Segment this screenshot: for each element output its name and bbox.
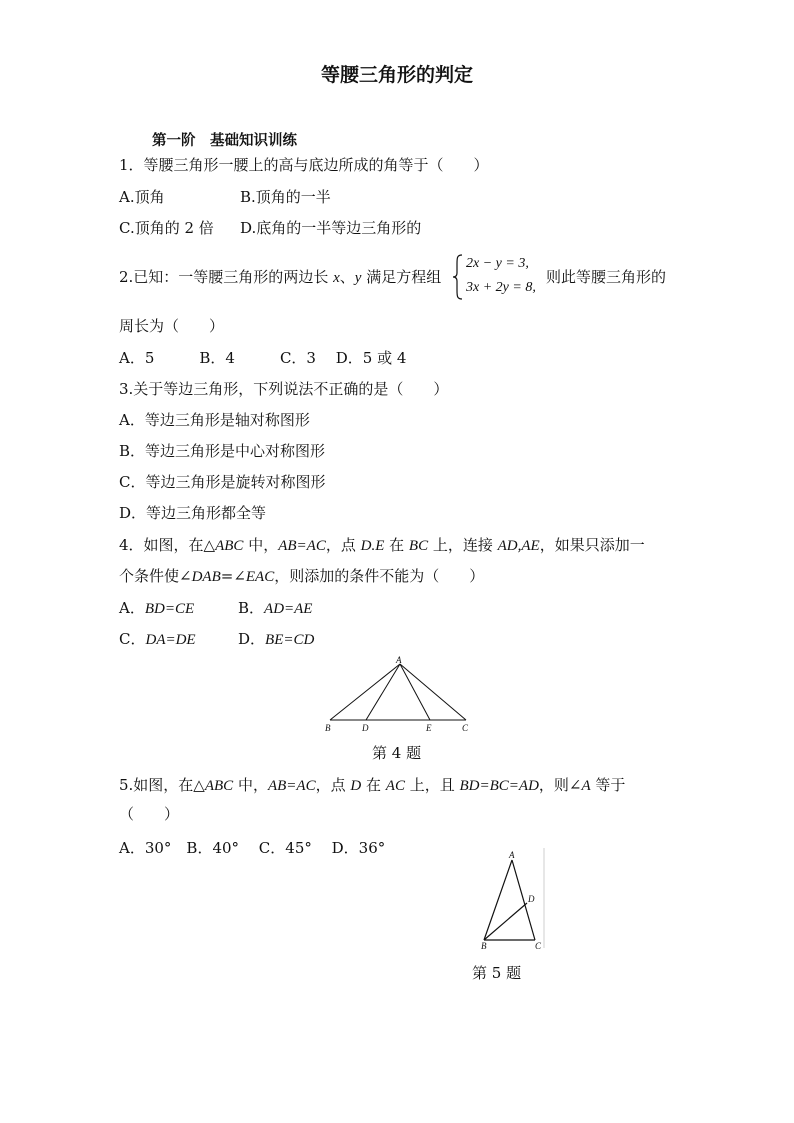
q3-stem: 3.关于等边三角形，下列说法不正确的是（ ） xyxy=(119,380,449,398)
q5-angle: A xyxy=(581,778,591,794)
q2-options: A．5 B．4 C．3 D．5 或 4 xyxy=(119,349,407,367)
q5-text: ，点 xyxy=(315,776,351,794)
figure-4-triangle xyxy=(320,654,480,734)
q5-condition: AB=AC xyxy=(267,778,316,794)
option-text: DA=DE xyxy=(145,632,196,648)
q4-condition: AB=AC xyxy=(278,538,326,554)
q4-angle: EAC xyxy=(245,569,275,585)
label-a: A xyxy=(396,655,402,665)
equation-system xyxy=(452,254,544,300)
label-a: A xyxy=(509,850,515,860)
q2-var-y: y xyxy=(354,270,362,286)
option-label: C． xyxy=(119,630,146,648)
q5-condition: BD=BC=AD xyxy=(459,778,539,794)
q5-stem-line2: （ ） xyxy=(119,805,180,823)
label-b: B xyxy=(325,723,331,733)
label-b: B xyxy=(481,941,487,951)
q3-option-c: C．等边三角形是旋转对称图形 xyxy=(119,473,326,491)
option-text: AD=AE xyxy=(264,601,313,617)
option-label: B． xyxy=(238,599,265,617)
q1-option-c: C.顶角的 2 倍 xyxy=(119,219,214,237)
q4-text: 中， xyxy=(243,536,279,554)
q4-text: ，则添加的条件不能为（ ） xyxy=(274,567,485,585)
equation-1: 2x − y = 3, xyxy=(466,256,529,271)
q5-text: 上，且 xyxy=(404,776,460,794)
q4-angle: DAB xyxy=(191,569,221,585)
q2-stem-mid: 满足方程组 xyxy=(366,268,442,286)
q4-text: ，点 xyxy=(325,536,361,554)
q4-option-b xyxy=(238,598,312,619)
option-label: D． xyxy=(238,630,266,648)
q4-text: 个条件使∠ xyxy=(119,567,192,585)
section-heading: 第一阶 基础知识训练 xyxy=(152,133,297,149)
q5-point: D xyxy=(350,778,362,794)
equation-2: 3x + 2y = 8, xyxy=(466,280,536,295)
q4-text: =∠ xyxy=(220,567,246,585)
q5-text: 等于 xyxy=(590,776,626,794)
label-c: C xyxy=(535,941,542,951)
brace-icon xyxy=(452,254,464,300)
label-d: D xyxy=(528,894,535,904)
q3-option-a: A．等边三角形是轴对称图形 xyxy=(119,411,310,429)
q4-text: ，如果只添加一 xyxy=(539,536,645,554)
option-text: BD=CE xyxy=(144,601,195,617)
q4-option-d xyxy=(238,629,314,650)
q5-segment: AC xyxy=(385,778,405,794)
q5-text: 中， xyxy=(233,776,268,794)
q4-text: 上，连接 xyxy=(428,536,498,554)
q1-option-a: A.顶角 xyxy=(119,188,165,206)
q1-stem: 1．等腰三角形一腰上的高与底边所成的角等于（ ） xyxy=(119,156,489,174)
label-d: D xyxy=(362,723,369,733)
q5-stem-line1 xyxy=(119,775,625,796)
q4-text: 4．如图，在△ xyxy=(119,536,216,554)
page-title: 等腰三角形的判定 xyxy=(320,64,473,86)
q2-sep: 、 xyxy=(339,268,355,286)
q5-triangle-name: ABC xyxy=(204,778,234,794)
q4-segments: AD,AE xyxy=(497,538,540,554)
q2-stem-pre: 2.已知：一等腰三角形的两边长 xyxy=(119,268,329,286)
q3-option-b: B．等边三角形是中心对称图形 xyxy=(119,442,326,460)
q1-option-d: D.底角的一半等边三角形的 xyxy=(240,219,422,237)
label-c: C xyxy=(462,723,469,733)
figure-5-caption: 第 5 题 xyxy=(472,964,522,982)
q4-option-a xyxy=(119,598,194,619)
option-text: BE=CD xyxy=(265,632,315,648)
option-label: A． xyxy=(119,599,145,617)
q4-segment: BC xyxy=(408,538,429,554)
q1-option-b: B.顶角的一半 xyxy=(240,188,331,206)
figure-4-caption: 第 4 题 xyxy=(372,744,422,762)
q4-text: 在 xyxy=(384,536,409,554)
q4-option-c xyxy=(119,629,196,650)
q2-stem-cont: 周长为（ ） xyxy=(119,317,225,335)
figure-5-triangle xyxy=(472,846,548,952)
label-e: E xyxy=(426,723,432,733)
q2-var-x: x xyxy=(333,270,340,286)
q4-stem-line2 xyxy=(119,566,484,587)
q5-options: A．30° B．40° C．45° D．36° xyxy=(119,839,386,857)
q4-triangle-name: ABC xyxy=(215,538,244,554)
q5-text: 5.如图，在△ xyxy=(119,776,205,794)
q4-stem-line1 xyxy=(119,535,645,556)
q5-text: 在 xyxy=(361,776,386,794)
q2-stem-post: 则此等腰三角形的 xyxy=(546,268,667,286)
q4-points: D.E xyxy=(360,538,385,554)
q3-option-d: D．等边三角形都全等 xyxy=(119,504,267,522)
q5-text: ，则∠ xyxy=(538,776,582,794)
q2-stem xyxy=(119,267,441,288)
